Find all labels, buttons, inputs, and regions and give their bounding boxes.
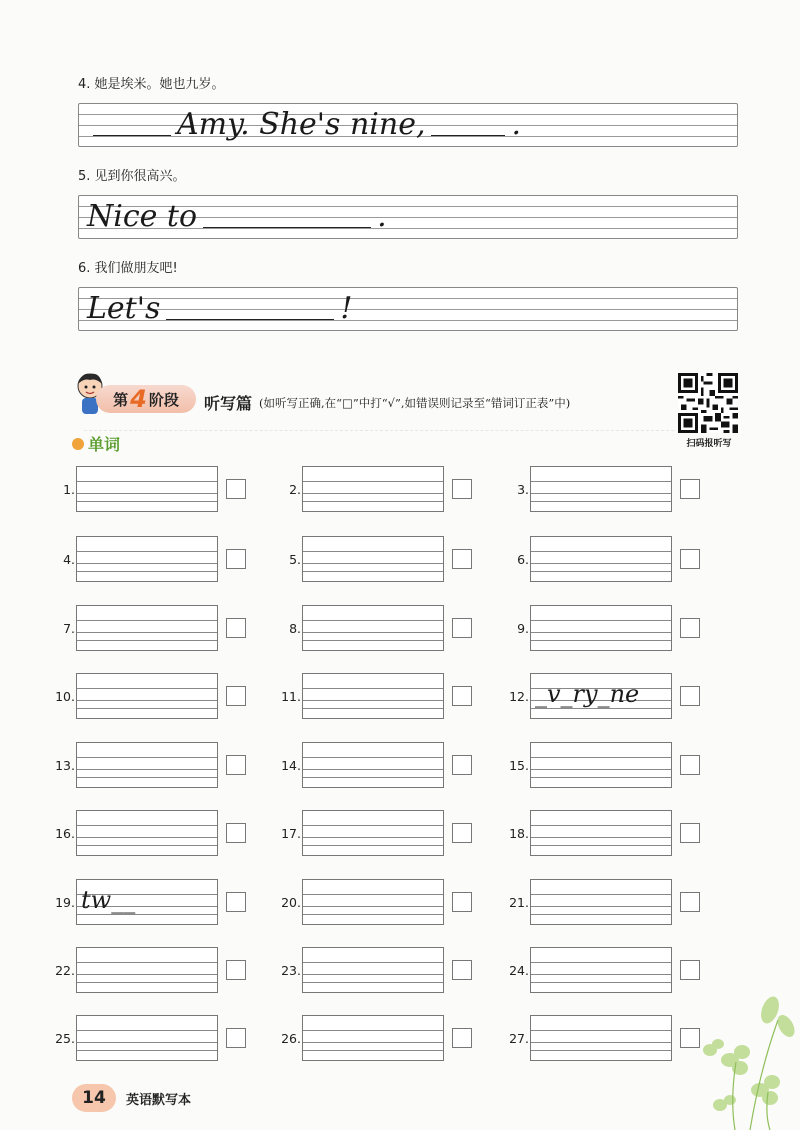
qr-caption: 扫码报听写: [686, 439, 732, 449]
sentence-prompt: 4. 她是埃米。她也九岁。: [78, 77, 225, 92]
word-writing-box[interactable]: [530, 810, 672, 856]
word-item: [276, 536, 486, 582]
word-writing-box[interactable]: [76, 536, 218, 582]
check-box[interactable]: [226, 686, 246, 706]
word-item: [504, 673, 714, 719]
word-writing-box[interactable]: [302, 947, 444, 993]
stage-badge-prefix: 第: [113, 390, 129, 409]
word-item: [504, 947, 714, 993]
handwritten-word: tw__: [81, 886, 136, 914]
word-number: 25.: [55, 1031, 75, 1046]
check-box[interactable]: [226, 755, 246, 775]
word-item: [50, 947, 260, 993]
word-number: 9.: [517, 621, 529, 636]
word-number: 27.: [509, 1031, 529, 1046]
sentence-prompt: 6. 我们做朋友吧!: [78, 261, 178, 276]
word-writing-box[interactable]: [76, 947, 218, 993]
word-item: [276, 947, 486, 993]
check-box[interactable]: [680, 549, 700, 569]
word-writing-box[interactable]: [302, 536, 444, 582]
stage-badge-number: 4: [130, 385, 147, 413]
word-writing-box[interactable]: [302, 879, 444, 925]
check-box[interactable]: [226, 960, 246, 980]
check-box[interactable]: [680, 960, 700, 980]
word-item: [504, 1015, 714, 1061]
check-box[interactable]: [680, 479, 700, 499]
word-writing-box[interactable]: [76, 879, 218, 925]
word-writing-box[interactable]: [302, 673, 444, 719]
word-item: [276, 879, 486, 925]
handwritten-text: Nice to: [87, 199, 198, 234]
word-item: [276, 1015, 486, 1061]
word-number: 5.: [289, 552, 301, 567]
word-number: 20.: [281, 895, 301, 910]
word-writing-box[interactable]: [530, 1015, 672, 1061]
handwritten-punct: .: [511, 107, 522, 142]
word-item: [50, 1015, 260, 1061]
check-box[interactable]: [452, 823, 472, 843]
check-box[interactable]: [452, 755, 472, 775]
stage-instructions: (如听写正确,在“□”中打“√”,如错误则记录至“错词订正表”中): [259, 396, 571, 410]
word-number: 2.: [289, 482, 301, 497]
word-item: [276, 466, 486, 512]
word-number: 12.: [509, 689, 529, 704]
word-item: [276, 673, 486, 719]
word-item: [276, 605, 486, 651]
word-item: [50, 536, 260, 582]
word-item: [276, 810, 486, 856]
check-box[interactable]: [226, 1028, 246, 1048]
check-box[interactable]: [452, 479, 472, 499]
word-number: 8.: [289, 621, 301, 636]
handwritten-text: Amy. She's nine,: [177, 107, 426, 142]
word-number: 17.: [281, 826, 301, 841]
check-box[interactable]: [680, 755, 700, 775]
word-writing-box[interactable]: [302, 605, 444, 651]
word-number: 23.: [281, 963, 301, 978]
word-item: [50, 879, 260, 925]
word-item: [504, 536, 714, 582]
word-number: 26.: [281, 1031, 301, 1046]
word-number: 21.: [509, 895, 529, 910]
word-writing-box[interactable]: [76, 810, 218, 856]
word-number: 16.: [55, 826, 75, 841]
handwritten-punct: !: [340, 291, 353, 326]
handwritten-word: _v_ry_ne: [535, 680, 640, 708]
check-box[interactable]: [226, 892, 246, 912]
word-writing-box[interactable]: [76, 1015, 218, 1061]
handwritten-punct: .: [377, 199, 387, 234]
word-number: 11.: [281, 689, 301, 704]
check-box[interactable]: [452, 960, 472, 980]
check-box[interactable]: [226, 549, 246, 569]
sentence-prompt: 5. 见到你很高兴。: [78, 169, 186, 184]
word-writing-box[interactable]: [530, 947, 672, 993]
check-box[interactable]: [680, 823, 700, 843]
handwritten-text: Let's: [87, 291, 161, 326]
check-box[interactable]: [680, 686, 700, 706]
word-number: 15.: [509, 758, 529, 773]
word-number: 13.: [55, 758, 75, 773]
word-item: [504, 605, 714, 651]
word-number: 22.: [55, 963, 75, 978]
word-writing-box[interactable]: [76, 605, 218, 651]
check-box[interactable]: [452, 892, 472, 912]
word-writing-box[interactable]: [530, 673, 672, 719]
check-box[interactable]: [226, 618, 246, 638]
check-box[interactable]: [452, 1028, 472, 1048]
word-writing-box[interactable]: [76, 673, 218, 719]
check-box[interactable]: [680, 618, 700, 638]
word-number: 6.: [517, 552, 529, 567]
word-writing-box[interactable]: [530, 605, 672, 651]
word-writing-box[interactable]: [302, 810, 444, 856]
stage-badge-suffix: 阶段: [148, 390, 179, 409]
check-box[interactable]: [226, 823, 246, 843]
check-box[interactable]: [226, 479, 246, 499]
word-item: [504, 879, 714, 925]
word-number: 7.: [63, 621, 75, 636]
word-number: 10.: [55, 689, 75, 704]
word-item: [50, 742, 260, 788]
word-writing-box[interactable]: [530, 466, 672, 512]
word-item: [50, 810, 260, 856]
word-writing-box[interactable]: [76, 466, 218, 512]
check-box[interactable]: [452, 686, 472, 706]
word-writing-box[interactable]: [302, 466, 444, 512]
word-number: 1.: [63, 482, 75, 497]
book-title: 英语默写本: [126, 1092, 192, 1108]
page-number: 14: [72, 1084, 116, 1112]
word-item: [504, 810, 714, 856]
page-footer: [72, 1084, 191, 1112]
word-item: [50, 605, 260, 651]
word-number: 4.: [63, 552, 75, 567]
word-number: 18.: [509, 826, 529, 841]
word-item: [50, 466, 260, 512]
check-box[interactable]: [452, 549, 472, 569]
word-writing-box[interactable]: [302, 1015, 444, 1061]
word-item: [504, 742, 714, 788]
clover-leaves-icon: [690, 990, 800, 1130]
word-number: 24.: [509, 963, 529, 978]
stage-title: 听写篇: [204, 394, 253, 413]
word-number: 19.: [55, 895, 75, 910]
word-writing-box[interactable]: [530, 536, 672, 582]
check-box[interactable]: [452, 618, 472, 638]
word-writing-box[interactable]: [530, 742, 672, 788]
word-item: [276, 742, 486, 788]
word-number: 14.: [281, 758, 301, 773]
word-item: [50, 673, 260, 719]
word-writing-box[interactable]: [76, 742, 218, 788]
word-number: 3.: [517, 482, 529, 497]
check-box[interactable]: [680, 892, 700, 912]
word-writing-box[interactable]: [530, 879, 672, 925]
section-label-text: 单词: [88, 435, 121, 454]
word-item: [504, 466, 714, 512]
word-writing-box[interactable]: [302, 742, 444, 788]
